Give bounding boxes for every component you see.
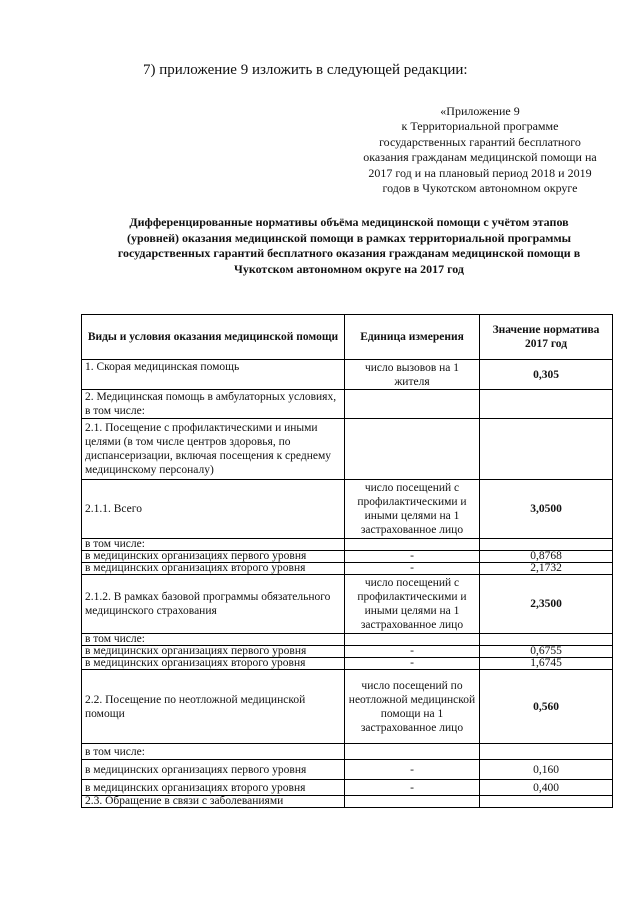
title-line: государственных гарантий бесплатного оказания гражданам медицинской помощи в [117,246,581,260]
table-row [82,744,613,760]
title-line: Чукотском автономном округе на 2017 год [234,261,464,276]
row-unit: число посещений с профилактическими и иными целями на 1 застрахованное лицо [345,480,480,539]
row-unit [345,796,480,808]
header-care-type: Виды и условия оказания медицинской помощи [82,315,345,360]
row-value: 0,8768 [480,551,613,563]
row-name: 2.1. Посещение с профилактическими и иными целями (в том числе центров здоровья, по диспансеризации, включая посещения к среднему медицинскому персоналу) [82,419,345,480]
table-row [82,563,613,575]
table-row [82,419,613,480]
row-name: в медицинских организациях второго уровня [82,780,345,796]
table-row [82,390,613,419]
header-unit: Единица измерения [345,315,480,360]
row-value: 2,3500 [480,575,613,634]
row-name: в медицинских организациях первого уровня [82,646,345,658]
row-unit: - [345,658,480,670]
appendix-header [342,104,618,196]
row-name: 1. Скорая медицинская помощь [82,360,345,390]
row-value: 0,560 [480,670,613,744]
row-value [480,539,613,551]
intro-text: 7) приложение 9 изложить в следующей редакции: [143,62,468,78]
row-unit [345,634,480,646]
title-line: Дифференцированные нормативы объёма медицинской помощи с учётом этапов [129,215,569,229]
row-value: 3,0500 [480,480,613,539]
table-row [82,658,613,670]
row-name: в медицинских организациях первого уровня [82,760,345,780]
row-name: 2.1.2. В рамках базовой программы обязательного медицинского страхования [82,575,345,634]
row-name: 2.1.1. Всего [82,480,345,539]
row-value: 0,400 [480,780,613,796]
row-unit [345,744,480,760]
row-value: 0,6755 [480,646,613,658]
row-value [480,390,613,419]
norms-table [81,314,613,808]
title-line: (уровней) оказания медицинской помощи в рамках территориальной программы [127,230,571,245]
appendix-line: оказания гражданам медицинской помощи на [363,150,597,165]
row-name: в медицинских организациях второго уровня [82,658,345,670]
row-value: 2,1732 [480,563,613,575]
row-name: в медицинских организациях второго уровня [82,563,345,575]
row-value [480,634,613,646]
table-row [82,575,613,634]
row-unit: - [345,563,480,575]
row-unit [345,419,480,480]
row-value [480,744,613,760]
row-value: 1,6745 [480,658,613,670]
table-row [82,634,613,646]
row-unit: - [345,780,480,796]
appendix-line: 2017 год и на плановый период 2018 и 2019 [368,165,592,180]
row-unit: - [345,760,480,780]
table-row [82,670,613,744]
row-name: в том числе: [82,744,345,760]
row-unit: - [345,646,480,658]
table-row [82,539,613,551]
row-name: 2.2. Посещение по неотложной медицинской помощи [82,670,345,744]
row-value [480,796,613,808]
row-unit: - [345,551,480,563]
row-value [480,419,613,480]
appendix-line: годов в Чукотском автономном округе [382,181,578,196]
row-name: 2.3. Обращение в связи с заболеваниями [82,796,345,808]
row-unit: число посещений с профилактическими и иными целями на 1 застрахованное лицо [345,575,480,634]
document-title [86,215,612,277]
row-value: 0,160 [480,760,613,780]
row-unit: число вызовов на 1 жителя [345,360,480,390]
appendix-line: к Территориальной программе [401,119,559,134]
table-row [82,780,613,796]
appendix-line: «Приложение 9 [440,104,520,118]
row-unit [345,390,480,419]
row-name: в медицинских организациях первого уровня [82,551,345,563]
header-value: Значение норматива 2017 год [480,315,613,360]
table-row [82,796,613,808]
table-row [82,760,613,780]
row-name: 2. Медицинская помощь в амбулаторных условиях, в том числе: [82,390,345,419]
row-value: 0,305 [480,360,613,390]
table-row [82,480,613,539]
row-unit [345,539,480,551]
table-row [82,551,613,563]
table-header-row [82,315,613,360]
table-row [82,646,613,658]
appendix-line: государственных гарантий бесплатного [379,134,581,149]
table-row [82,360,613,390]
row-unit: число посещений по неотложной медицинской помощи на 1 застрахованное лицо [345,670,480,744]
row-name: в том числе: [82,634,345,646]
row-name: в том числе: [82,539,345,551]
